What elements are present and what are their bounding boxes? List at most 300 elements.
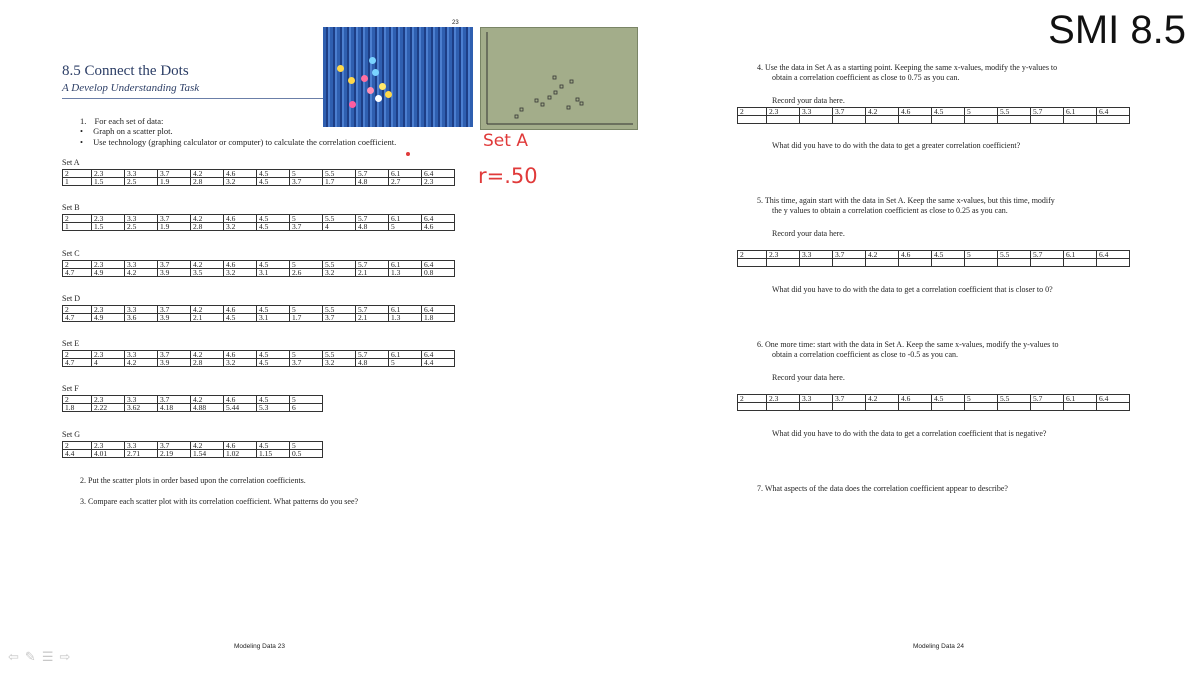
set-label: Set D [62, 294, 80, 303]
record-data-table [737, 394, 1130, 411]
input-cell[interactable] [767, 116, 800, 124]
table-cell: 5.3 [257, 404, 290, 412]
table-cell: 4.6 [224, 351, 257, 359]
table-cell: 2 [738, 251, 767, 259]
table-cell: 2.5 [125, 178, 158, 186]
input-cell[interactable] [998, 403, 1031, 411]
input-cell[interactable] [866, 403, 899, 411]
table-cell: 3.7 [833, 395, 866, 403]
table-cell: 0.8 [422, 269, 455, 277]
table-cell: 6 [290, 404, 323, 412]
table-cell: 2.8 [191, 223, 224, 231]
question-5-what: What did you have to do with the data to get a correlation coefficient that is closer to 0? [772, 285, 1053, 294]
table-cell: 6.1 [389, 306, 422, 314]
table-cell: 4.5 [257, 442, 290, 450]
table-cell: 2.6 [290, 269, 323, 277]
table-cell: 4.5 [257, 223, 290, 231]
table-cell: 3.62 [125, 404, 158, 412]
data-table [62, 169, 455, 186]
table-cell: 6.4 [1097, 251, 1130, 259]
bullet-text: Graph on a scatter plot. [93, 126, 173, 136]
table-cell: 2.3 [767, 251, 800, 259]
table-cell: 4.7 [63, 269, 92, 277]
table-cell: 5.7 [1031, 251, 1064, 259]
question-4-line-1: 4. Use the data in Set A as a starting point. Keeping the same x-values, modify the y-values to [757, 63, 1058, 72]
table-cell: 6.4 [422, 351, 455, 359]
table-row [63, 359, 455, 367]
table-cell: 3.3 [125, 306, 158, 314]
table-cell: 6.1 [389, 215, 422, 223]
table-cell: 0.5 [290, 450, 323, 458]
table-row [63, 178, 455, 186]
table-cell: 4.2 [191, 261, 224, 269]
table-cell: 2 [63, 170, 92, 178]
table-cell: 5 [965, 251, 998, 259]
table-cell: 3.7 [158, 396, 191, 404]
record-data-table [737, 107, 1130, 124]
instruction-item-1 [80, 116, 163, 126]
bead [337, 65, 344, 72]
table-cell: 6.1 [1064, 395, 1097, 403]
page-subtitle: A Develop Understanding Task [62, 82, 200, 94]
data-table [62, 350, 455, 367]
table-cell: 1.5 [92, 223, 125, 231]
table-cell: 1.15 [257, 450, 290, 458]
footer-right: Modeling Data 24 [913, 643, 964, 650]
input-cell[interactable] [800, 116, 833, 124]
table-cell: 5 [290, 442, 323, 450]
table-cell: 4.2 [191, 351, 224, 359]
question-4-record-label: Record your data here. [772, 96, 845, 105]
table-cell: 4 [323, 223, 356, 231]
table-cell: 5.5 [998, 108, 1031, 116]
table-cell: 5.7 [1031, 108, 1064, 116]
table-cell: 4.8 [356, 178, 389, 186]
table-cell: 3.2 [224, 223, 257, 231]
instruction-bullet-1 [80, 126, 173, 136]
table-cell: 5.7 [356, 170, 389, 178]
input-cell[interactable] [738, 116, 767, 124]
table-cell: 5 [290, 306, 323, 314]
set-label: Set F [62, 384, 79, 393]
table-cell: 2 [63, 261, 92, 269]
table-cell: 3.3 [125, 170, 158, 178]
table-cell: 4.2 [191, 306, 224, 314]
table-cell: 4.8 [356, 359, 389, 367]
record-data-table [737, 250, 1130, 267]
table-cell: 4.5 [224, 314, 257, 322]
table-cell: 2 [63, 442, 92, 450]
table-cell: 2.3 [92, 261, 125, 269]
table-cell: 3.9 [158, 314, 191, 322]
table-cell: 4.5 [932, 108, 965, 116]
table-cell: 2.19 [158, 450, 191, 458]
page-title: 8.5 Connect the Dots [62, 63, 189, 79]
table-cell: 2.3 [767, 108, 800, 116]
table-cell: 6.4 [422, 261, 455, 269]
input-cell[interactable] [1097, 403, 1130, 411]
table-cell: 5 [965, 395, 998, 403]
input-cell[interactable] [767, 403, 800, 411]
question-3: 3. Compare each scatter plot with its correlation coefficient. What patterns do you see? [80, 497, 359, 506]
instruction-number: 1. [80, 116, 87, 126]
table-cell: 3.3 [125, 215, 158, 223]
table-cell: 6.1 [1064, 251, 1097, 259]
question-5-line-1: 5. This time, again start with the data in Set A. Keep the same x-values, but this time, modify [757, 196, 1055, 205]
table-cell: 3.2 [224, 359, 257, 367]
table-cell: 2.3 [92, 351, 125, 359]
table-cell: 4.2 [125, 359, 158, 367]
input-cell[interactable] [899, 116, 932, 124]
smi-label: SMI 8.5 [1048, 8, 1186, 52]
input-cell[interactable] [800, 403, 833, 411]
input-cell[interactable] [998, 116, 1031, 124]
handwritten-r-value: r=.50 [478, 164, 538, 188]
input-cell[interactable] [866, 259, 899, 267]
table-cell: 1.7 [290, 314, 323, 322]
table-cell: 1.3 [389, 269, 422, 277]
table-cell: 4.6 [224, 215, 257, 223]
question-7: 7. What aspects of the data does the correlation coefficient appear to describe? [757, 484, 1008, 493]
table-row [63, 223, 455, 231]
question-6-what: What did you have to do with the data to get a correlation coefficient that is negative? [772, 429, 1047, 438]
table-cell: 2 [63, 396, 92, 404]
table-cell: 6.1 [389, 351, 422, 359]
table-cell: 3.9 [158, 269, 191, 277]
table-cell: 2.1 [356, 269, 389, 277]
table-cell: 3.3 [800, 108, 833, 116]
table-cell: 4.2 [866, 395, 899, 403]
table-cell: 3.7 [158, 442, 191, 450]
table-row [738, 116, 1130, 124]
table-cell: 3.2 [224, 178, 257, 186]
input-cell[interactable] [965, 259, 998, 267]
table-cell: 4.5 [257, 396, 290, 404]
bead [367, 87, 374, 94]
table-cell: 4.88 [191, 404, 224, 412]
question-5-line-2: the y values to obtain a correlation coefficient as close to 0.25 as you can. [772, 206, 1008, 215]
table-cell: 5.7 [356, 261, 389, 269]
table-cell: 2.5 [125, 223, 158, 231]
table-cell: 2 [738, 395, 767, 403]
table-cell: 1.54 [191, 450, 224, 458]
instruction-text: For each set of data: [94, 116, 164, 126]
table-cell: 5.5 [323, 306, 356, 314]
table-cell: 4 [92, 359, 125, 367]
table-cell: 3.7 [323, 314, 356, 322]
question-5-record-label: Record your data here. [772, 229, 845, 238]
table-cell: 3.3 [800, 251, 833, 259]
input-cell[interactable] [800, 259, 833, 267]
table-cell: 4.5 [257, 351, 290, 359]
cursor-dot [406, 152, 410, 156]
pen-icon[interactable]: ✎ [24, 650, 42, 665]
table-cell: 2 [738, 108, 767, 116]
table-cell: 4.6 [422, 223, 455, 231]
table-cell: 5.5 [998, 251, 1031, 259]
top-page-number: 23 [452, 20, 459, 26]
input-cell[interactable] [932, 259, 965, 267]
table-cell: 3.1 [257, 269, 290, 277]
table-cell: 4.2 [191, 215, 224, 223]
table-cell: 4.4 [63, 450, 92, 458]
table-cell: 6.4 [1097, 108, 1130, 116]
table-cell: 2.71 [125, 450, 158, 458]
table-cell: 3.7 [290, 359, 323, 367]
table-cell: 6.1 [1064, 108, 1097, 116]
table-cell: 1.9 [158, 223, 191, 231]
table-cell: 2.22 [92, 404, 125, 412]
table-cell: 5 [290, 396, 323, 404]
table-cell: 4.6 [899, 251, 932, 259]
input-cell[interactable] [1064, 116, 1097, 124]
question-6-record-label: Record your data here. [772, 373, 845, 382]
table-cell: 3.3 [125, 442, 158, 450]
table-cell: 3.7 [833, 251, 866, 259]
table-cell: 2 [63, 351, 92, 359]
table-cell: 3.6 [125, 314, 158, 322]
table-cell: 5.5 [323, 215, 356, 223]
table-cell: 4.8 [356, 223, 389, 231]
table-cell: 3.2 [323, 269, 356, 277]
table-cell: 2.3 [92, 215, 125, 223]
table-cell: 2.3 [422, 178, 455, 186]
table-cell: 4.2 [125, 269, 158, 277]
table-cell: 5 [389, 359, 422, 367]
table-cell: 1.9 [158, 178, 191, 186]
bullet-icon: • [80, 126, 83, 136]
table-row [738, 403, 1130, 411]
table-row [63, 314, 455, 322]
table-cell: 5 [290, 170, 323, 178]
table-cell: 5.44 [224, 404, 257, 412]
table-cell: 3.5 [191, 269, 224, 277]
table-cell: 4.5 [257, 261, 290, 269]
input-cell[interactable] [932, 116, 965, 124]
table-cell: 3.7 [290, 178, 323, 186]
table-cell: 4.6 [224, 261, 257, 269]
table-cell: 4.6 [224, 396, 257, 404]
table-cell: 3.7 [158, 215, 191, 223]
table-cell: 4.2 [866, 251, 899, 259]
input-cell[interactable] [833, 116, 866, 124]
input-cell[interactable] [738, 403, 767, 411]
table-cell: 4.6 [224, 442, 257, 450]
table-cell: 4.6 [899, 395, 932, 403]
input-cell[interactable] [738, 259, 767, 267]
input-cell[interactable] [866, 116, 899, 124]
input-cell[interactable] [1031, 116, 1064, 124]
table-cell: 2.7 [389, 178, 422, 186]
table-cell: 4.5 [932, 251, 965, 259]
bead-photo [323, 27, 473, 127]
table-cell: 5.5 [323, 261, 356, 269]
table-cell: 5.7 [356, 215, 389, 223]
table-cell: 3.3 [125, 261, 158, 269]
table-row [63, 404, 323, 412]
table-cell: 2.8 [191, 359, 224, 367]
table-cell: 4.9 [92, 314, 125, 322]
table-cell: 2.3 [92, 396, 125, 404]
table-cell: 4.18 [158, 404, 191, 412]
bead [375, 95, 382, 102]
table-cell: 2.3 [92, 442, 125, 450]
table-cell: 2.3 [92, 306, 125, 314]
table-cell: 3.7 [158, 351, 191, 359]
table-cell: 3.7 [158, 306, 191, 314]
input-cell[interactable] [965, 403, 998, 411]
table-cell: 4.9 [92, 269, 125, 277]
table-cell: 6.4 [1097, 395, 1130, 403]
table-cell: 3.9 [158, 359, 191, 367]
table-cell: 3.7 [158, 261, 191, 269]
input-cell[interactable] [1031, 259, 1064, 267]
table-cell: 2.3 [92, 170, 125, 178]
table-cell: 2.3 [767, 395, 800, 403]
table-cell: 4.6 [224, 306, 257, 314]
bead [372, 69, 379, 76]
table-cell: 2 [63, 306, 92, 314]
question-4-what: What did you have to do with the data to get a greater correlation coefficient? [772, 141, 1021, 150]
set-label: Set G [62, 430, 80, 439]
table-cell: 4.5 [257, 170, 290, 178]
table-cell: 6.4 [422, 306, 455, 314]
set-label: Set B [62, 203, 80, 212]
data-table [62, 214, 455, 231]
input-cell[interactable] [1097, 116, 1130, 124]
table-row [63, 450, 323, 458]
table-cell: 5.7 [1031, 395, 1064, 403]
table-cell: 1 [63, 223, 92, 231]
presentation-toolbar [8, 650, 76, 665]
bead [349, 101, 356, 108]
table-cell: 2.8 [191, 178, 224, 186]
table-cell: 5 [965, 108, 998, 116]
menu-icon[interactable]: ☰ [41, 650, 60, 665]
data-table [62, 260, 455, 277]
bullet-icon: • [80, 137, 83, 147]
table-cell: 4.6 [224, 170, 257, 178]
table-cell: 3.1 [257, 314, 290, 322]
back-arrow-icon[interactable]: ⇦ [8, 650, 25, 665]
table-cell: 3.3 [125, 396, 158, 404]
bead [361, 75, 368, 82]
table-cell: 6.4 [422, 170, 455, 178]
table-cell: 6.1 [389, 261, 422, 269]
table-cell: 4.2 [866, 108, 899, 116]
table-cell: 4.5 [257, 178, 290, 186]
table-cell: 3.3 [125, 351, 158, 359]
table-cell: 4.5 [257, 359, 290, 367]
table-row [738, 259, 1130, 267]
table-cell: 1.3 [389, 314, 422, 322]
table-cell: 6.4 [422, 215, 455, 223]
set-label: Set A [62, 158, 80, 167]
input-cell[interactable] [899, 259, 932, 267]
input-cell[interactable] [1064, 403, 1097, 411]
input-cell[interactable] [899, 403, 932, 411]
table-cell: 3.7 [833, 108, 866, 116]
table-cell: 4.01 [92, 450, 125, 458]
table-cell: 2.1 [191, 314, 224, 322]
table-cell: 4.6 [899, 108, 932, 116]
input-cell[interactable] [767, 259, 800, 267]
table-cell: 1.5 [92, 178, 125, 186]
question-6-line-2: obtain a correlation coefficient as close to -0.5 as you can. [772, 350, 959, 359]
bead [379, 83, 386, 90]
table-cell: 2.1 [356, 314, 389, 322]
input-cell[interactable] [833, 259, 866, 267]
input-cell[interactable] [1031, 403, 1064, 411]
input-cell[interactable] [1064, 259, 1097, 267]
table-cell: 5 [290, 261, 323, 269]
table-cell: 5.5 [323, 170, 356, 178]
table-cell: 4.2 [191, 442, 224, 450]
table-cell: 5 [290, 351, 323, 359]
table-cell: 4.5 [257, 306, 290, 314]
question-4-line-2: obtain a correlation coefficient as close to 0.75 as you can. [772, 73, 960, 82]
table-cell: 3.7 [158, 170, 191, 178]
table-cell: 5.7 [356, 306, 389, 314]
table-cell: 3.2 [323, 359, 356, 367]
table-cell: 6.1 [389, 170, 422, 178]
data-table [62, 305, 455, 322]
table-cell: 4.2 [191, 170, 224, 178]
table-cell: 5.7 [356, 351, 389, 359]
table-cell: 4.2 [191, 396, 224, 404]
table-cell: 5.5 [998, 395, 1031, 403]
input-cell[interactable] [833, 403, 866, 411]
table-cell: 4.5 [257, 215, 290, 223]
input-cell[interactable] [998, 259, 1031, 267]
table-cell: 1 [63, 178, 92, 186]
table-cell: 4.7 [63, 359, 92, 367]
table-cell: 4.7 [63, 314, 92, 322]
data-table [62, 441, 323, 458]
bead [348, 77, 355, 84]
table-cell: 4.4 [422, 359, 455, 367]
question-2: 2. Put the scatter plots in order based upon the correlation coefficients. [80, 476, 306, 485]
input-cell[interactable] [932, 403, 965, 411]
table-cell: 5 [389, 223, 422, 231]
table-cell: 3.3 [800, 395, 833, 403]
calculator-scatter-plot [480, 27, 638, 130]
table-cell: 1.8 [63, 404, 92, 412]
table-cell: 1.7 [323, 178, 356, 186]
bead [369, 57, 376, 64]
table-cell: 4.5 [932, 395, 965, 403]
table-row [63, 269, 455, 277]
bullet-text: Use technology (graphing calculator or computer) to calculate the correlation coefficient. [93, 137, 397, 147]
table-cell: 5.5 [323, 351, 356, 359]
set-label: Set C [62, 249, 80, 258]
data-table [62, 395, 323, 412]
footer-left: Modeling Data 23 [234, 643, 285, 650]
bead [385, 91, 392, 98]
input-cell[interactable] [965, 116, 998, 124]
instruction-bullet-2 [80, 137, 396, 147]
table-cell: 3.2 [224, 269, 257, 277]
set-label: Set E [62, 339, 80, 348]
forward-arrow-icon[interactable]: ⇨ [59, 650, 77, 665]
question-6-line-1: 6. One more time: start with the data in Set A. Keep the same x-values, modify the y-values to [757, 340, 1059, 349]
table-cell: 3.7 [290, 223, 323, 231]
table-cell: 1.8 [422, 314, 455, 322]
table-cell: 1.02 [224, 450, 257, 458]
table-cell: 2 [63, 215, 92, 223]
handwritten-set-label: Set A [483, 131, 528, 151]
input-cell[interactable] [1097, 259, 1130, 267]
